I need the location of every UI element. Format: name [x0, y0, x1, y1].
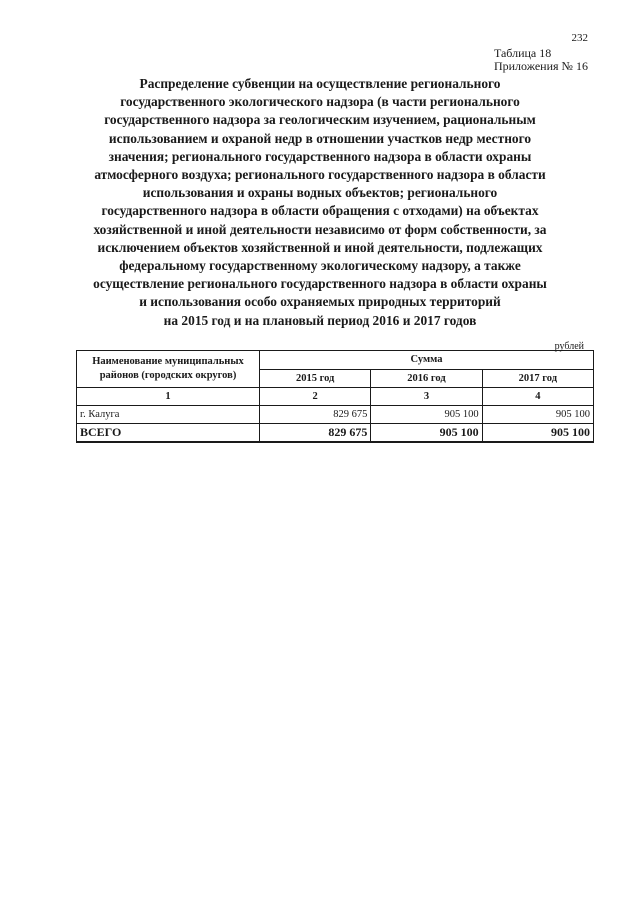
table-label: Таблица 18 — [493, 46, 552, 60]
subvention-table — [76, 350, 594, 443]
table-row — [77, 406, 594, 424]
table-header-row — [77, 351, 594, 370]
title-line: осуществление регионального государственного надзора в области охраны — [93, 276, 547, 292]
index-cell: 3 — [371, 388, 482, 406]
document-title — [60, 75, 580, 330]
row-municipality: г. Калуга — [77, 406, 260, 424]
title-line: значения; регионального государственного надзора в области охраны — [108, 148, 532, 164]
title-line: федеральному государственному экологическому надзору, а также — [119, 258, 521, 274]
title-line: атмосферного воздуха; регионального государственного надзора в области — [94, 167, 546, 183]
column-header-2016: 2016 год — [371, 369, 482, 388]
column-header-sum: Сумма — [260, 351, 594, 370]
column-header-2017: 2017 год — [482, 369, 593, 388]
column-header-name: Наименование муниципальных районов (городских округов) — [77, 351, 260, 388]
total-value-2016: 905 100 — [371, 424, 482, 443]
title-line: Распределение субвенции на осуществление регионального — [139, 76, 501, 91]
column-header-2015: 2015 год — [260, 369, 371, 388]
index-cell: 1 — [77, 388, 260, 406]
title-line: использования и охраны водных объектов; регионального — [142, 185, 498, 201]
appendix-label: Приложения № 16 — [493, 59, 588, 73]
table-index-row — [77, 388, 594, 406]
total-value-2017: 905 100 — [482, 424, 593, 443]
title-line: хозяйственной и иной деятельности независимо от форм собственности, за — [93, 221, 547, 237]
row-value-2016: 905 100 — [371, 406, 482, 424]
title-line: государственного надзора в области обращения с отходами) на объектах — [101, 203, 539, 219]
table-reference — [494, 47, 588, 73]
index-cell: 2 — [260, 388, 371, 406]
total-label: ВСЕГО — [77, 424, 260, 443]
title-line: государственного надзора за геологическим изучением, рациональным — [104, 112, 536, 128]
title-line: использованием и охраной недр в отношении участков недр местного — [108, 130, 532, 146]
row-value-2015: 829 675 — [260, 406, 371, 424]
title-line: на 2015 год и на плановый период 2016 и 2017 годов — [163, 312, 477, 328]
index-cell: 4 — [482, 388, 593, 406]
total-value-2015: 829 675 — [260, 424, 371, 443]
page-number: 232 — [571, 32, 588, 44]
title-line: государственного экологического надзора (в части регионального — [120, 94, 520, 110]
table-total-row — [77, 424, 594, 443]
title-line: исключением объектов хозяйственной и иной деятельности, подлежащих — [97, 239, 543, 255]
row-value-2017: 905 100 — [482, 406, 593, 424]
units-label: рублей — [554, 341, 584, 352]
title-line: и использования особо охраняемых природных территорий — [139, 294, 501, 310]
